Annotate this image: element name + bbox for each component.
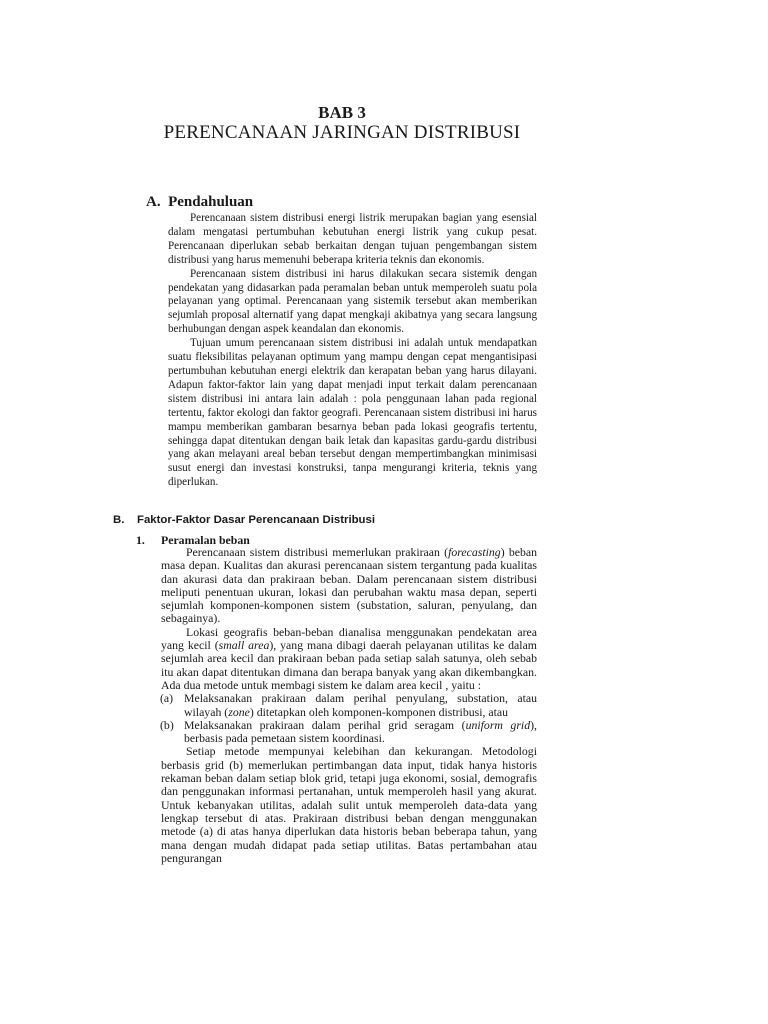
emphasis: small area: [218, 638, 270, 653]
chapter-number: BAB 3: [318, 103, 366, 122]
text-run: ), berbasis pada pemetaan sistem koordinasi.: [184, 717, 537, 746]
chapter-title: PERENCANAAN JARINGAN DISTRIBUSI: [163, 122, 521, 143]
text-run: ) ditetapkan oleh komponen-komponen distribusi, atau: [249, 704, 509, 719]
text-run: Perencanaan sistem distribusi memerlukan prakiraan (: [186, 545, 449, 559]
text-run: ), yang mana dibagi daerah pelayanan utilitas ke dalam sejumlah area kecil dan prakiraan beban pada setiap salah satunya, oleh sebab itu akan dapat ditentukan dimana dan berapa banyak yang akan dikembangkan. Ada dua metode untuk membagi sistem ke dalam area kecil , yaitu :: [161, 638, 537, 692]
paragraph: Perencanaan sistem distribusi energi listrik merupakan bagian yang esensial dalam mengatasi pertumbuhan kebutuhan energi listrik yang cukup pesat. Perencanaan diperlukan sebab berkaitan dengan tujuan pengembangan sistem distribusi yang harus memenuhi beberapa kriteria teknis dan ekonomis.: [168, 212, 537, 266]
paragraph: [161, 546, 537, 626]
emphasis: forecasting: [448, 545, 501, 559]
emphasis: zone: [228, 704, 250, 719]
section-a-heading: [146, 194, 253, 211]
subsection-1-marker: 1.: [136, 533, 145, 547]
text-run: Melaksanakan prakiraan dalam perihal grid seragam (: [184, 717, 466, 732]
section-b-heading: [113, 514, 375, 526]
section-a-marker: A.: [146, 194, 161, 210]
text-run: Melaksanakan prakiraan dalam perihal penyulang, substation, atau wilayah (: [184, 691, 537, 719]
subsection-1-title: Peramalan beban: [161, 533, 250, 547]
paragraph: [161, 626, 537, 692]
list-item-text: [184, 692, 537, 719]
subsection-1-body: [161, 546, 537, 865]
list-item: [161, 719, 537, 746]
section-a-body: [168, 212, 537, 490]
emphasis: uniform grid: [465, 717, 531, 732]
list-item: [161, 692, 537, 719]
paragraph: Tujuan umum perencanaan sistem distribusi ini adalah untuk mendapatkan suatu fleksibilitas pelayanan optimum yang mampu dengan cepat mengantisipasi pertumbuhan kebutuhan energi elektrik dan kerapatan beban yang harus dilayani. Adapun faktor-faktor lain yang dapat menjadi input terkait dalam perencanaan sistem distribusi ini antara lain adalah : pola penggunaan lahan pada regional tertentu, faktor ekologi dan faktor geografi. Perencanaan sistem distribusi ini harus mampu memberikan gambaran besarnya beban pada lokasi geografis tertentu, sehingga dapat ditentukan dengan baik letak dan kapasitas gardu-gardu distribusi yang akan melayani areal beban tersebut dengan mempertimbangkan minimisasi susut energi dan investasi konstruksi, tanpa mengurangi kriteria, teknis yang diperlukan.: [168, 337, 537, 489]
list-marker: (b): [160, 717, 174, 732]
section-a-title: Pendahuluan: [168, 194, 254, 210]
text-run: ) beban masa depan. Kualitas dan akurasi perencanaan sistem tergantung pada kualitas dan akurasi data dan prakiraan beban. Dalam perencanaan sistem distribusi meliputi penentuan ukuran, lokasi dan perubahan waktu masa depan, seperti sejumlah komponen-komponen sistem (substation, saluran, penyulang, dan sebagainya).: [161, 545, 538, 626]
list-marker: (a): [160, 691, 174, 706]
paragraph: Setiap metode mempunyai kelebihan dan kekurangan. Metodologi berbasis grid (b) memerlukan pertimbangan data input, tidak hanya historis rekaman beban dalam setiap blok grid, tetapi juga ekonomi, sosial, demografis dan penggunakan informasi pertanahan, untuk memperoleh hasil yang akurat. Untuk kebanyakan utilitas, adalah sulit untuk memperoleh data-data yang lengkap tersebut di atas. Prakiraan distribusi beban dengan menggunakan metode (a) di atas hanya diperlukan data historis beban beberapa tahun, yang mana dengan mudah didapat pada setiap utilitas. Batas pertambahan atau pengurangan: [161, 744, 537, 865]
paragraph: Perencanaan sistem distribusi ini harus dilakukan secara sistemik dengan pendekatan yang didasarkan pada peramalan beban untuk memperoleh suatu pola pelayanan yang optimal. Perencanaan yang sistemik tersebut akan memberikan sejumlah proposal alternatif yang dapat mengkaji akibatnya yang secara langsung berhubungan dengan aspek keandalan dan ekonomis.: [168, 267, 537, 336]
list-item-text: [184, 719, 537, 746]
text-run: Lokasi geografis beban-beban dianalisa menggunakan pendekatan area yang kecil (: [161, 624, 537, 653]
section-b-title: Faktor-Faktor Dasar Perencanaan Distribusi: [137, 514, 376, 526]
section-b-marker: B.: [113, 514, 125, 526]
